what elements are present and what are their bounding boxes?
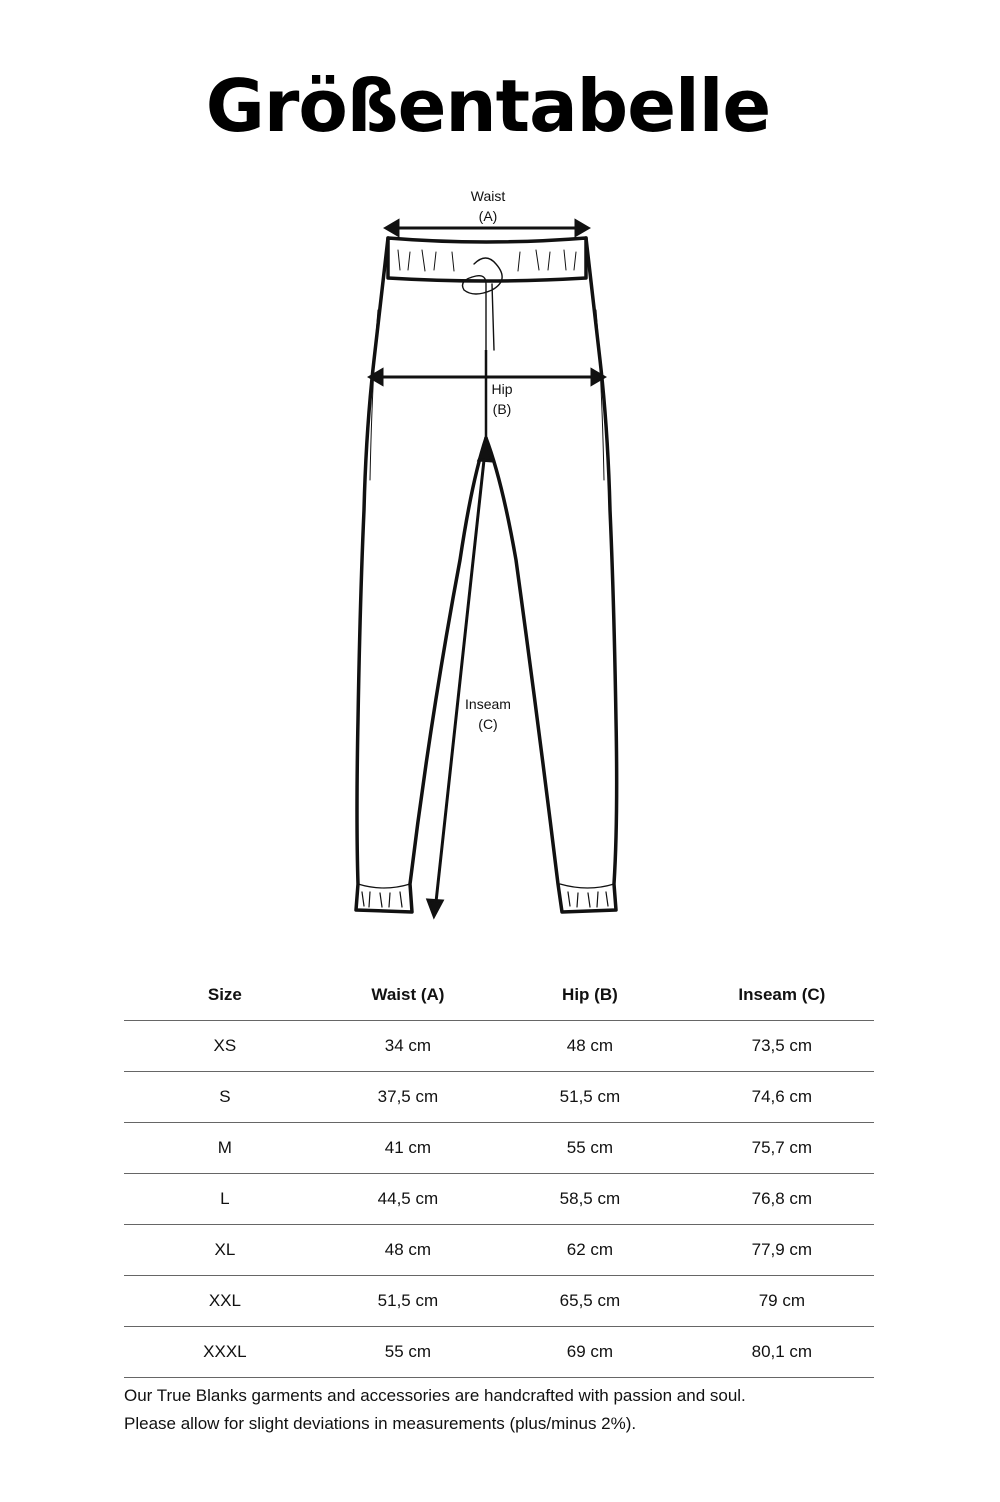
table-row (124, 1072, 874, 1123)
cell-hip: 69 cm (490, 1327, 690, 1378)
pants-diagram (0, 180, 1000, 940)
cell-size: L (124, 1174, 326, 1225)
cell-size: XXXL (124, 1327, 326, 1378)
table-row (124, 1021, 874, 1072)
header-hip: Hip (B) (490, 970, 690, 1021)
cell-waist: 48 cm (326, 1225, 490, 1276)
cell-hip: 58,5 cm (490, 1174, 690, 1225)
cell-size: M (124, 1123, 326, 1174)
cell-hip: 65,5 cm (490, 1276, 690, 1327)
cell-inseam: 75,7 cm (690, 1123, 874, 1174)
cell-hip: 48 cm (490, 1021, 690, 1072)
right-leg-outline (486, 238, 617, 912)
left-cuff (358, 884, 410, 907)
cell-size: XS (124, 1021, 326, 1072)
cell-hip: 51,5 cm (490, 1072, 690, 1123)
inseam-label (448, 694, 528, 734)
hip-label-code: (B) (492, 401, 512, 417)
cell-inseam: 79 cm (690, 1276, 874, 1327)
table-row (124, 1327, 874, 1378)
inseam-label-text: Inseam (465, 696, 511, 712)
cell-hip: 55 cm (490, 1123, 690, 1174)
cell-inseam: 76,8 cm (690, 1174, 874, 1225)
table-row (124, 1225, 874, 1276)
cell-size: XL (124, 1225, 326, 1276)
header-waist: Waist (A) (326, 970, 490, 1021)
cell-waist: 44,5 cm (326, 1174, 490, 1225)
right-cuff (560, 884, 614, 907)
pants-illustration (0, 180, 1000, 940)
cell-inseam: 73,5 cm (690, 1021, 874, 1072)
header-size: Size (124, 970, 326, 1021)
waistband-gathers (398, 250, 576, 271)
page-title: Größentabelle (205, 64, 771, 148)
cell-waist: 41 cm (326, 1123, 490, 1174)
cell-waist: 51,5 cm (326, 1276, 490, 1327)
cell-inseam: 77,9 cm (690, 1225, 874, 1276)
waist-label-text: Waist (470, 188, 506, 204)
table-row (124, 1123, 874, 1174)
note-line-1: Our True Blanks garments and accessories are handcrafted with passion and soul. (124, 1386, 746, 1405)
inseam-arrow (436, 460, 484, 902)
cell-waist: 34 cm (326, 1021, 490, 1072)
waist-label (448, 186, 528, 226)
waist-label-code: (A) (478, 208, 498, 224)
cell-size: S (124, 1072, 326, 1123)
table-row (124, 1174, 874, 1225)
measurement-note (124, 1382, 924, 1438)
waistband-outline (388, 238, 586, 281)
cell-hip: 62 cm (490, 1225, 690, 1276)
hip-label-text: Hip (491, 381, 513, 397)
cell-inseam: 74,6 cm (690, 1072, 874, 1123)
table-row (124, 1276, 874, 1327)
header-inseam: Inseam (C) (690, 970, 874, 1021)
cell-size: XXL (124, 1276, 326, 1327)
cell-waist: 55 cm (326, 1327, 490, 1378)
note-line-2: Please allow for slight deviations in measurements (plus/minus 2%). (124, 1414, 637, 1433)
cell-waist: 37,5 cm (326, 1072, 490, 1123)
inseam-label-code: (C) (478, 716, 498, 732)
cell-inseam: 80,1 cm (690, 1327, 874, 1378)
hip-label (462, 379, 542, 419)
size-table (124, 970, 874, 1378)
drawstring (463, 258, 503, 350)
table-header-row (124, 970, 874, 1021)
